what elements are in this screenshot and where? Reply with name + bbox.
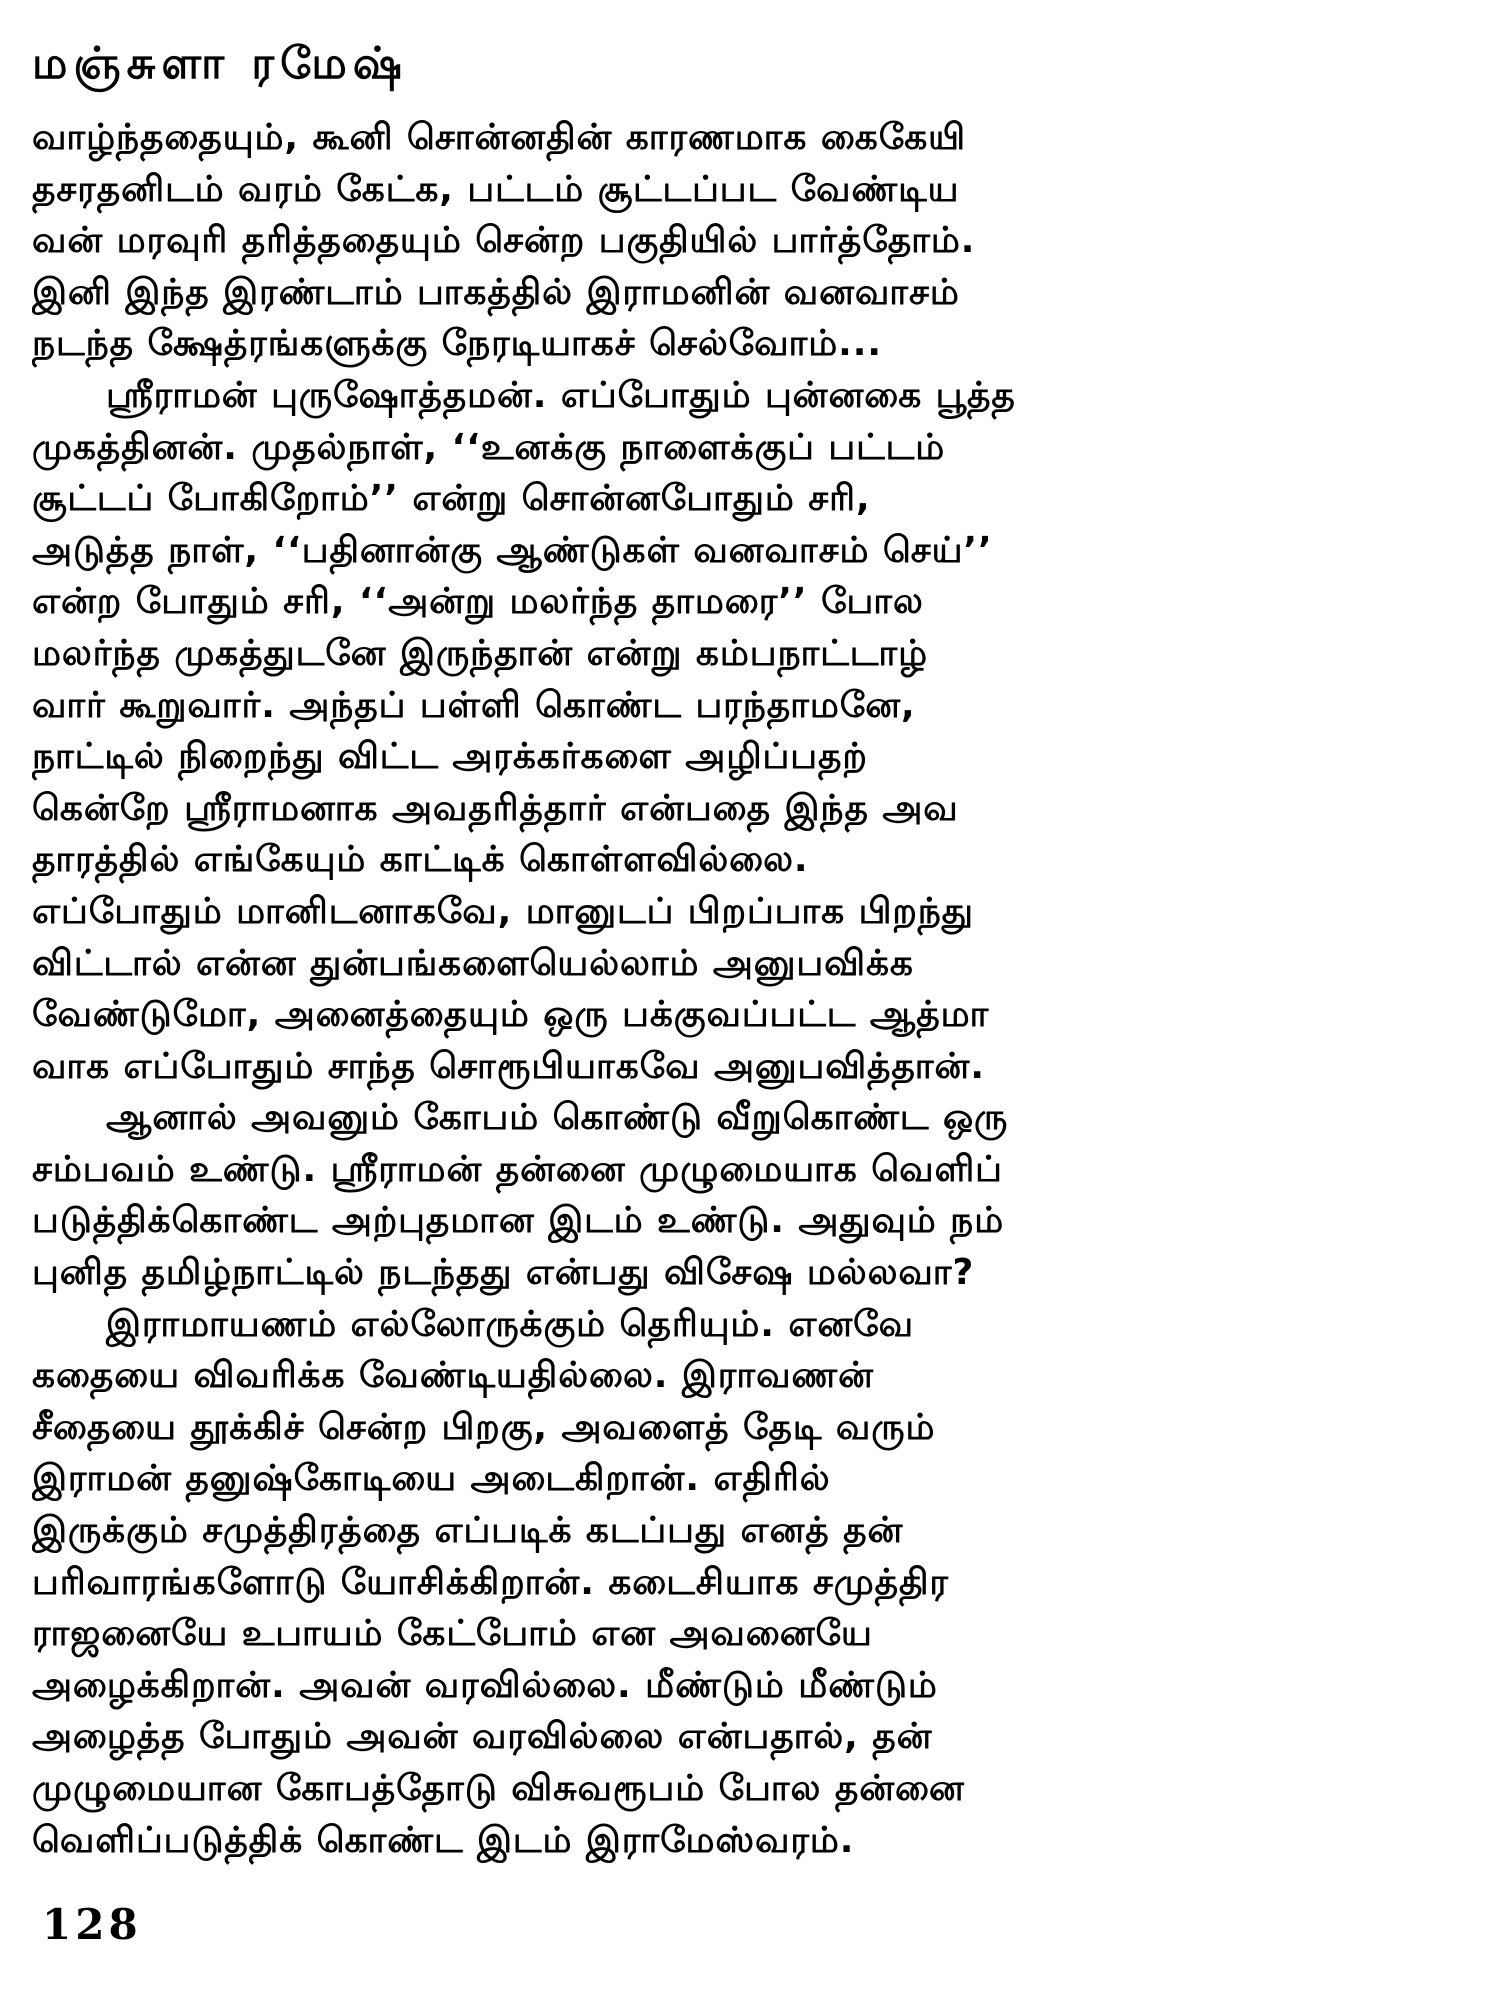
text-line: வார் கூறுவார். அந்தப் பள்ளி கொண்ட பரந்தாமனே,: [32, 684, 916, 726]
text-line: வன் மரவுரி தரித்ததையும் சென்ற பகுதியில் பார்த்தோம்.: [32, 220, 976, 262]
text-line: இராமாயணம் எல்லோருக்கும் தெரியும். எனவே: [106, 1303, 914, 1345]
text-line: முழுமையான கோபத்தோடு விசுவரூபம் போல தன்னை: [32, 1768, 965, 1809]
text-line: இனி இந்த இரண்டாம் பாகத்தில் இராமனின் வனவாசம்: [32, 271, 960, 313]
text-line: இருக்கும் சமுத்திரத்தை எப்படிக் கடப்பது எனத் தன்: [32, 1510, 904, 1552]
running-header-author: மஞ்சுளா ரமேஷ்: [32, 38, 409, 89]
text-line: நாட்டில் நிறைந்து விட்ட அரக்கர்களை அழிப்பதற்: [32, 736, 868, 778]
text-line: சம்பவம் உண்டு. ஸ்ரீராமன் தன்னை முழுமையாக வெளிப்: [32, 1148, 1003, 1190]
page-number: 128: [42, 1900, 142, 1949]
text-line: ஆனால் அவனும் கோபம் கொண்டு வீறுகொண்ட ஒரு: [106, 1097, 1009, 1139]
text-line: அழைக்கிறான். அவன் வரவில்லை. மீண்டும் மீண்டும்: [32, 1664, 938, 1706]
text-line: நடந்த க்ஷேத்ரங்களுக்கு நேரடியாகச் செல்வோம்...: [32, 323, 883, 365]
text-line: மலர்ந்த முகத்துடனே இருந்தான் என்று கம்பநாட்டாழ்: [32, 632, 929, 674]
text-line: அழைத்த போதும் அவன் வரவில்லை என்பதால், தன்: [32, 1716, 933, 1758]
text-line: வாழ்ந்ததையும், கூனி சொன்னதின் காரணமாக கைகேயி: [32, 117, 967, 158]
text-line: தசரதனிடம் வரம் கேட்க, பட்டம் சூட்டப்பட வேண்டிய: [32, 168, 960, 210]
text-line: ராஜனையே உபாயம் கேட்போம் என அவனையே: [32, 1613, 873, 1655]
text-line: விட்டால் என்ன துன்பங்களையெல்லாம் அனுபவிக்க: [32, 942, 914, 984]
body-text: [32, 112, 1472, 1866]
text-line: கதையை விவரிக்க வேண்டியதில்லை. இராவணன்: [32, 1355, 874, 1397]
text-line: வெளிப்படுத்திக் கொண்ட இடம் இராமேஸ்வரம்.: [32, 1819, 855, 1861]
text-line: சீதையை தூக்கிச் சென்ற பிறகு, அவளைத் தேடி வரும்: [32, 1406, 936, 1448]
text-line: கென்றே ஸ்ரீராமனாக அவதரித்தார் என்பதை இந்த அவ: [32, 787, 959, 829]
text-line: என்ற போதும் சரி, ‘‘அன்று மலர்ந்த தாமரை’’ போல: [32, 581, 924, 623]
text-line: வேண்டுமோ, அனைத்தையும் ஒரு பக்குவப்பட்ட ஆத்மா: [32, 994, 990, 1036]
text-line: புனித தமிழ்நாட்டில் நடந்தது என்பது விசேஷ மல்லவா?: [32, 1252, 975, 1294]
text-line: வாக எப்போதும் சாந்த சொரூபியாகவே அனுபவித்தான்.: [32, 1045, 985, 1087]
text-line: அடுத்த நாள், ‘‘பதினான்கு ஆண்டுகள் வனவாசம் செய்’’: [32, 529, 993, 571]
text-line: ஸ்ரீராமன் புருஷோத்தமன். எப்போதும் புன்னகை பூத்த: [106, 374, 1016, 416]
text-line: முகத்தினன். முதல்நாள், ‘‘உனக்கு நாளைக்குப் பட்டம்: [32, 426, 946, 468]
text-line: சூட்டப் போகிறோம்’’ என்று சொன்னபோதும் சரி,: [32, 478, 871, 520]
text-line: படுத்திக்கொண்ட அற்புதமான இடம் உண்டு. அதுவும் நம்: [32, 1200, 1005, 1242]
text-line: எப்போதும் மானிடனாகவே, மானுடப் பிறப்பாக பிறந்து: [32, 890, 974, 932]
text-line: இராமன் தனுஷ்கோடியை அடைகிறான். எதிரில்: [32, 1458, 831, 1500]
text-line: பரிவாரங்களோடு யோசிக்கிறான். கடைசியாக சமுத்திர: [32, 1561, 949, 1603]
text-line: தாரத்தில் எங்கேயும் காட்டிக் கொள்ளவில்லை.: [32, 839, 809, 881]
